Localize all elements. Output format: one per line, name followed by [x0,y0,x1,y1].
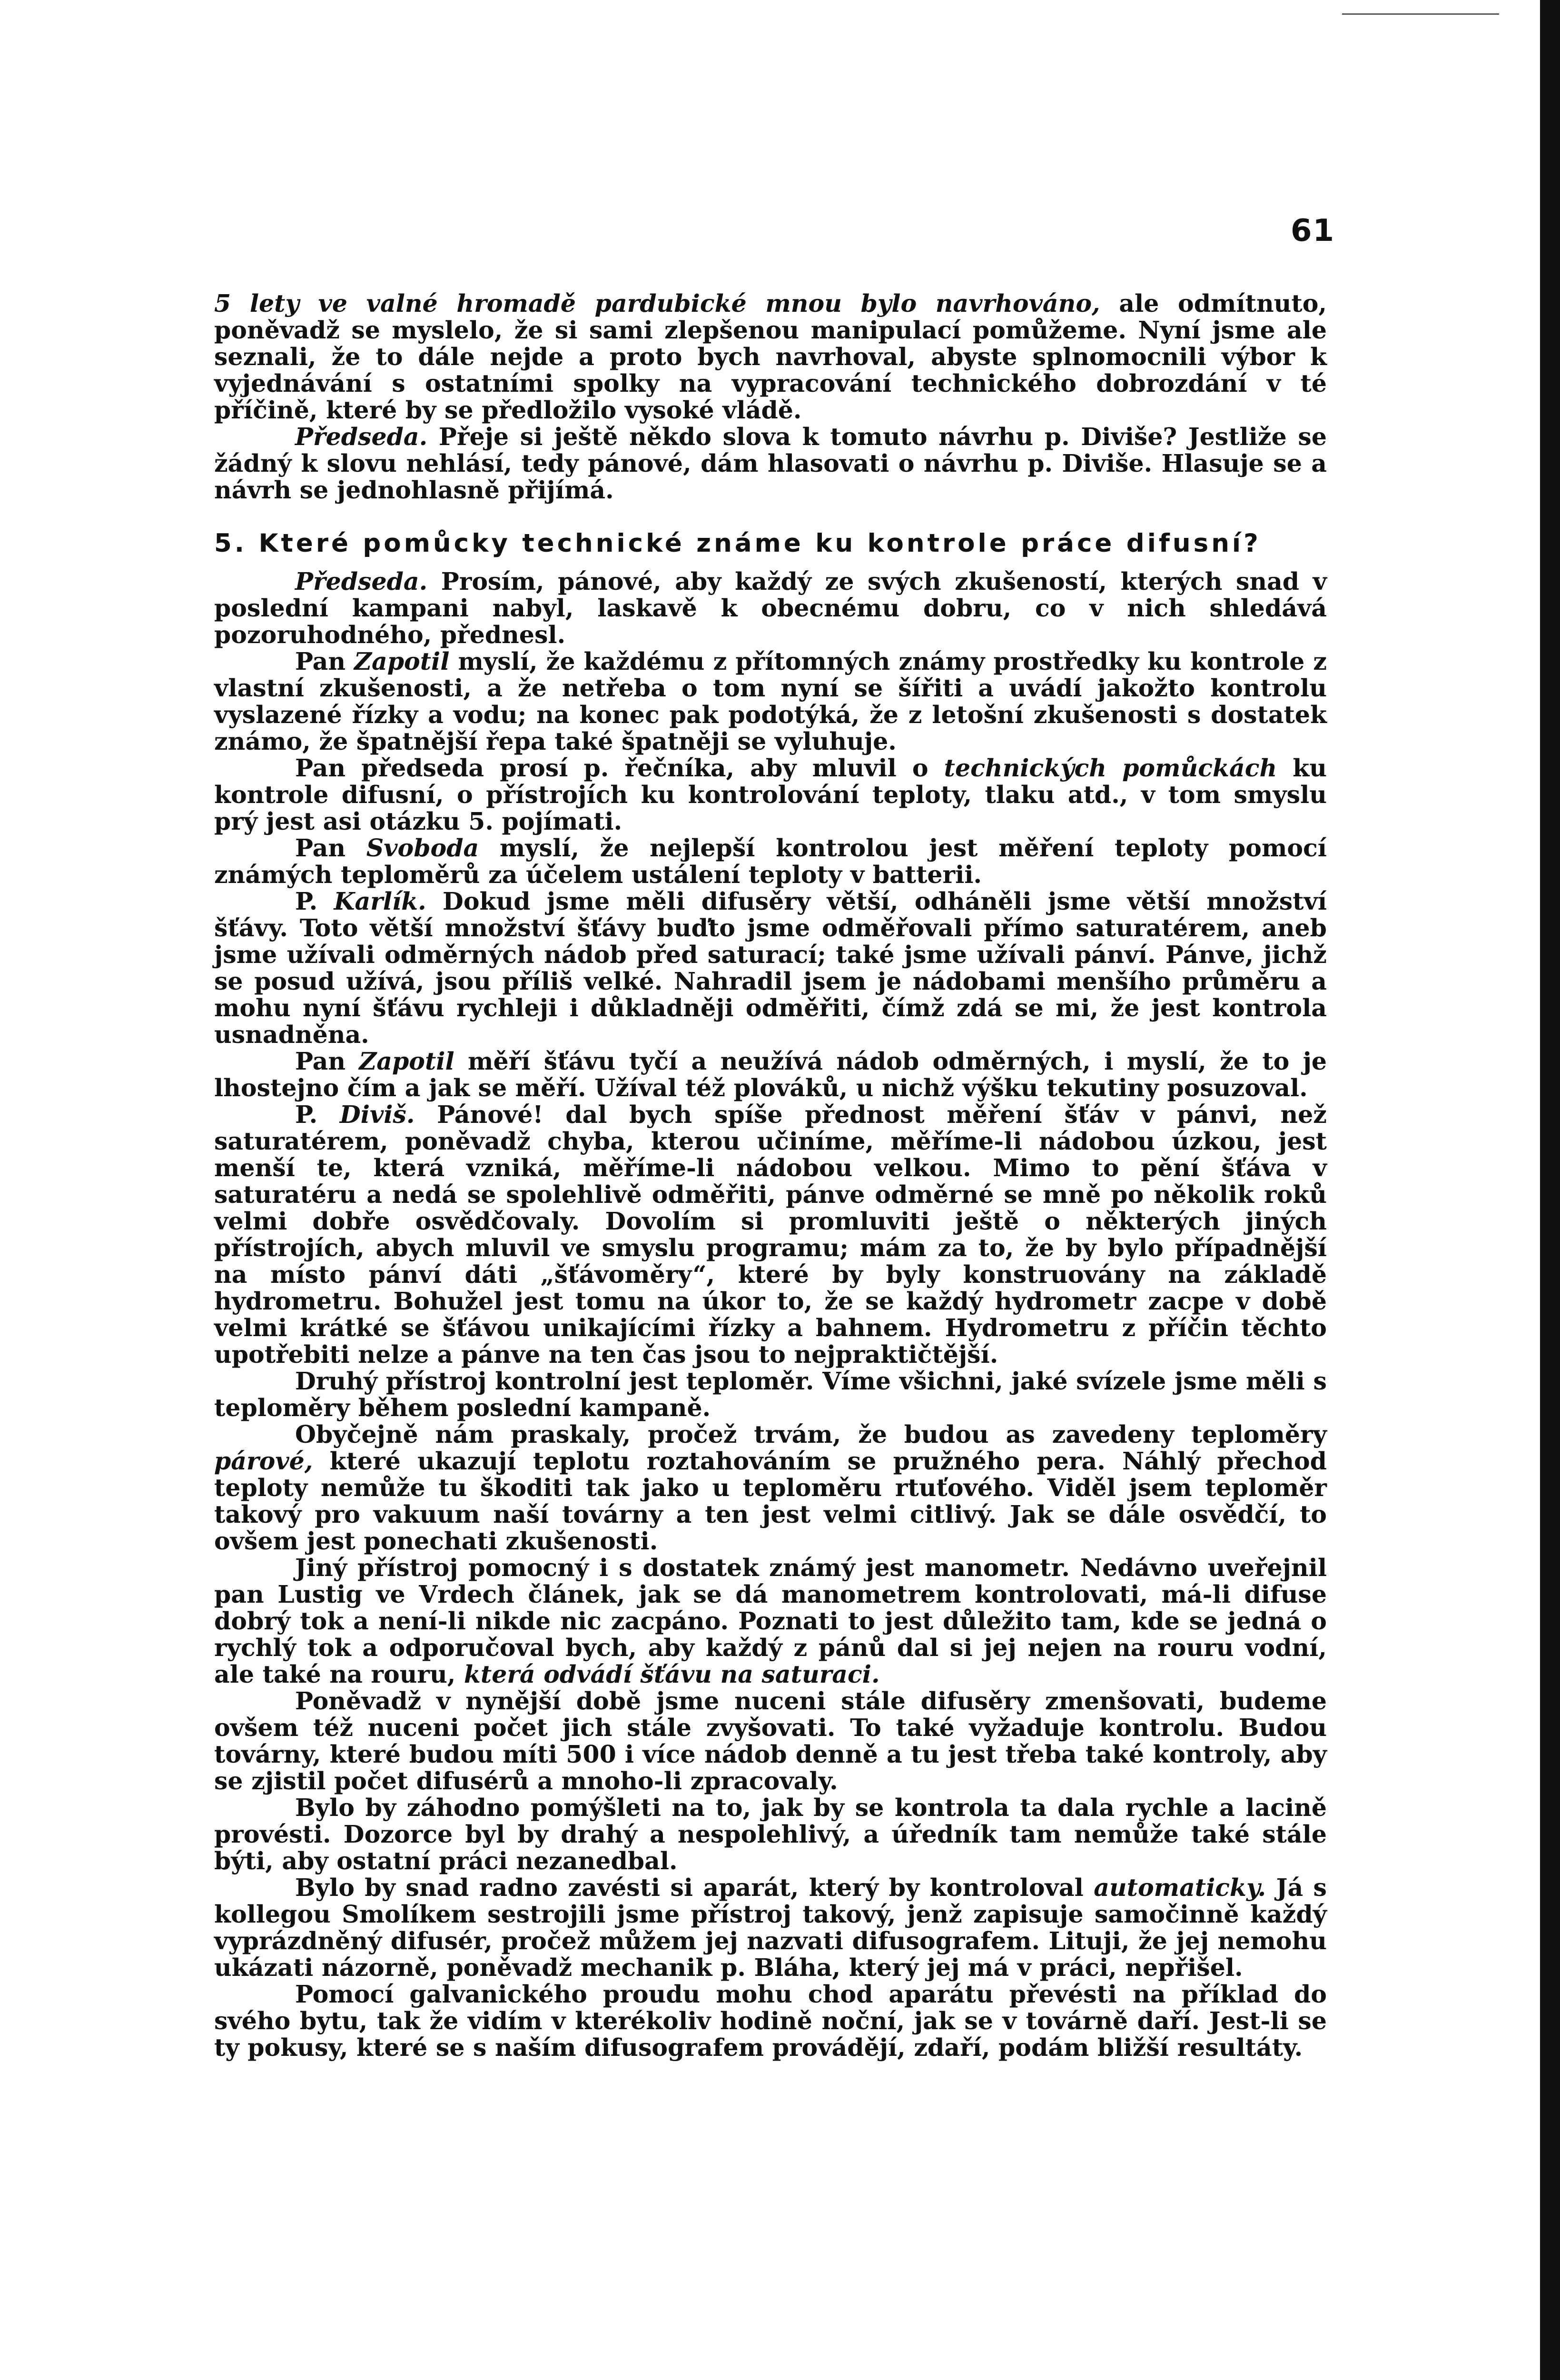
body-pre: Pan [295,647,355,675]
speaker-name: Karlík. [334,887,426,915]
body-text: měří šťávu tyčí a neužívá nádob odměrných, i myslí, že to je lhostejno čím a jak se měří. Užíval též plováků, u nichž výšku tekutiny posuzoval. [214,1047,1327,1102]
body-text: Pánové! dal bych spíše přednost měření šťáv v pánvi, než saturatérem, poněvadž chyba, kterou učiníme, měříme-li nádobou úzkou, jest menší te, která vzniká, měříme-li nádobou velkou. Mimo to pění šťáva v saturatéru a nedá se spolehlivě odměřiti, pánve odměrné se mně po několik roků velmi dobře osvědčovaly. Dovolím si promluviti ještě o některých jiných přístrojích, abych mluvil ve smyslu programu; mám za to, že by bylo případnější na místo pánví dáti „šťávoměry“, které by byly konstruovány na základě hydrometru. Bohužel jest tomu na úkor to, že se každý hydrometr zacpe v době velmi krátké se šťávou unikajícími řízky a bahnem. Hydrometru z příčin těchto upotřebiti nelze a pánve na ten čas jsou to nejpraktičtější. [214,1101,1327,1368]
body-pre: Jiný přístroj pomocný i s dostatek známý jest manometr. Nedávno uveřejnil pan Lustig ve Vrdech článek, jak se dá manometrem kontrolovati, má-li difuse dobrý tok a není-li nikde nic zacpáno. Poznati to jest důležito tam, kde se jedná o rychlý tok a odporučoval bych, aby každý z pánů dal si jej nejen na rouru vodní, ale také na rouru, [214,1554,1327,1688]
body-pre: Pomocí galvanického proudu mohu chod aparátu převésti na příklad do svého bytu, tak že vidím v kterékoliv hodině noční, jak se v továrně daří. Jest-li se ty pokusy, které se s naším difusografem provádějí, zdaří, podám bližší resultáty. [214,1980,1327,2062]
body-paragraph [214,835,1327,888]
body-pre: Pan [295,834,366,862]
body-text: ku kontrole difusní, o přístrojích ku kontrolování teploty, tlaku atd., v tom smyslu prý jest asi otázku 5. pojímati. [214,754,1327,835]
scan-border-right [1540,0,1560,2380]
body-pre: Druhý přístroj kontrolní jest teploměr. Víme všichni, jaké svízele jsme měli s teploměry během poslední kampaně. [214,1367,1327,1422]
body-paragraph [214,1368,1327,1421]
body-pre: Obyčejně nám praskaly, pročež trvám, že budou as zavedeny teploměry [295,1420,1327,1448]
paragraph-text: ale odmítnuto, poněvadž se myslelo, že si sami zlepšenou manipulací pomůžeme. Nyní jsme ale seznali, že to dále nejde a proto bych navrhoval, abyste splnomocnili výbor k vyjednávání s ostatními spolky na vypracování technického dobrozdání v té příčině, které by se předložilo vysoké vládě. [214,289,1327,424]
body-text: Prosím, pánové, aby každý ze svých zkušeností, kterých snad v poslední kampani nabyl, laskavě k obecnému dobru, co v nich shledává pozoruhodného, přednesl. [214,567,1327,649]
body-text: myslí, že nejlepší kontrolou jest měření teploty pomocí známých teploměrů za účelem ustálení teploty v batterii. [214,834,1327,889]
body-paragraph [214,755,1327,835]
body-paragraph [214,648,1327,755]
body-pre: P. [295,887,334,915]
body-paragraph [214,1981,1327,2061]
page-number: 61 [1291,213,1335,248]
paragraph-text: Přeje si ještě někdo slova k tomuto návrhu p. Diviše? Jestliže se žádný k slovu nehlásí, tedy pánové, dám hlasovati o návrhu p. Diviše. Hlasuje se a návrh se jednohlasně přijímá. [214,423,1327,504]
paragraph-italic: 5 lety ve valné hromadě pardubické mnou bylo navrhováno, [214,289,1100,317]
page-text [214,290,1327,2061]
speaker-name: Diviš. [339,1101,415,1129]
body-pre: Poněvadž v nynější době jsme nuceni stále difusěry zmenšovati, budeme ovšem též nuceni počet jich stále zvyšovati. To také vyžaduje kontrolu. Budou továrny, které budou míti 500 i více nádob denně a tu jest třeba také kontroly, aby se zjistil počet difusérů a mnoho-li zpracovaly. [214,1687,1327,1795]
body-pre: Bylo by snad radno zavésti si aparát, který by kontroloval [295,1874,1094,1902]
emphasis: technických pomůckách [944,754,1277,782]
speaker-name: Předseda. [295,567,428,595]
speaker-name: Svoboda [366,834,479,862]
body-text: myslí, že každému z přítomných známy prostředky ku kontrole z vlastní zkušenosti, a že netřeba o tom nyní se šířiti a uvádí jakožto kontrolu vyslazené řízky a vodu; na konec pak podotýká, že z letošní zkušenosti s dostatek známo, že špatnější řepa také špatněji se vyluhuje. [214,647,1327,755]
emphasis: párové, [214,1447,313,1475]
scan-mark-top [1342,13,1499,15]
speaker-name: Zapotil [359,1047,454,1075]
paragraph-chair-vote [214,424,1327,504]
body-paragraph [214,1688,1327,1795]
body-paragraph [214,1795,1327,1874]
body-paragraph [214,1421,1327,1555]
body-text: které ukazují teplotu roztahováním se pružného pera. Náhlý přechod teploty nemůže tu škoditi tak jako u teploměru rtuťového. Viděl jsem teploměr takový pro vakuum naší továrny a ten jest velmi citlivý. Jak se dále osvědčí, to ovšem jest ponechati zkušenosti. [214,1447,1327,1555]
body-pre: Bylo by záhodno pomýšleti na to, jak by se kontrola ta dala rychle a lacině provésti. Dozorce byl by drahý a nespolehlivý, a úředník tam nemůže také stále býti, aby ostatní práci nezanedbal. [214,1794,1327,1875]
body-paragraph [214,1555,1327,1688]
body-paragraph [214,1048,1327,1101]
paragraph-intro [214,290,1327,424]
speaker-name: Zapotil [354,647,450,675]
body-pre: P. [295,1101,340,1129]
body-paragraph [214,888,1327,1048]
body-paragraph [214,568,1327,648]
emphasis: automaticky. [1094,1874,1266,1902]
body-text: Já s kollegou Smolíkem sestrojili jsme přístroj takový, jenž zapisuje samočinně každý vyprázdněný difusér, pročež můžem jej nazvati difusografem. Lituji, že jej nemohu ukázati názorně, poněvadž mechanik p. Bláha, který jej má v práci, nepřišel. [214,1874,1327,1982]
emphasis: která odvádí šťávu na saturaci. [464,1660,880,1688]
speaker-name: Předseda. [295,423,428,451]
body-paragraph [214,1101,1327,1368]
body-pre: Pan předseda prosí p. řečníka, aby mluvil o [295,754,944,782]
body-paragraph [214,1874,1327,1981]
body-pre: Pan [295,1047,359,1075]
body-text: Dokud jsme měli difusěry větší, odháněli jsme větší množství šťávy. Toto větší množství šťávy buďto jsme odměřovali přímo saturatérem, aneb jsme užívali odměrných nádob před saturací; také jsme užívali pánví. Pánve, jichž se posud užívá, jsou příliš velké. Nahradil jsem je nádobami menšího průměru a mohu nyní šťávu rychleji i důkladněji odměřiti, čímž zdá se mi, že jest kontrola usnadněna. [214,887,1327,1049]
section-heading: 5. Které pomůcky technické známe ku kontrole práce difusní? [214,529,1261,558]
